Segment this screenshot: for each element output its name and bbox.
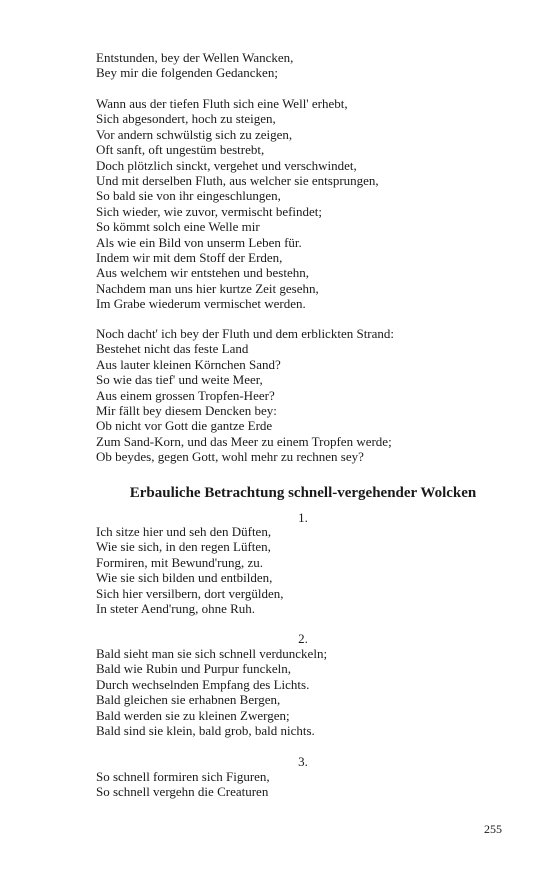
verse-line: Aus lauter kleinen Körnchen Sand? [96, 356, 281, 372]
verse-line: Vor andern schwülstig sich zu zeigen, [96, 126, 293, 142]
verse-line: Zum Sand-Korn, und das Meer zu einem Tropfen werde; [96, 433, 392, 449]
verse-line: Im Grabe wiederum vermischet werden. [96, 296, 306, 312]
verse-line: Als wie ein Bild von unserm Leben für. [96, 234, 302, 250]
verse-line: Noch dacht' ich bey der Fluth und dem erblickten Strand: [96, 326, 395, 341]
verse-line: Aus welchem wir entstehen und bestehn, [96, 265, 310, 281]
verse-line: Wie sie sich bilden und entbilden, [96, 570, 273, 586]
stanza-number: 2. [298, 631, 308, 646]
verse-line: Oft sanft, oft ungestüm bestrebt, [96, 142, 265, 158]
verse-line: Wie sie sich, in den regen Lüften, [96, 539, 271, 555]
verse-line: So bald sie von ihr eingeschlungen, [96, 188, 281, 204]
verse-line: Sich abgesondert, hoch zu steigen, [96, 111, 276, 127]
verse-line: Bald sieht man sie sich schnell verdunckeln; [96, 646, 328, 661]
verse-line: In steter Aend'rung, ohne Ruh. [96, 601, 256, 617]
verse-line: Sich hier versilbern, dort vergülden, [96, 585, 284, 601]
stanza-1 [96, 524, 284, 616]
verse-line: Formiren, mit Bewund'rung, zu. [96, 554, 263, 570]
verse-line: Durch wechselnden Empfang des Lichts. [96, 676, 310, 692]
verse-line: Bald gleichen sie erhabnen Bergen, [96, 692, 281, 708]
verse-line: Entstunden, bey der Wellen Wancken, [96, 50, 294, 65]
verse-line: Bestehet nicht das feste Land [96, 341, 249, 357]
verse-line: Ob nicht vor Gott die gantze Erde [96, 418, 273, 434]
verse-line: Aus einem grossen Tropfen-Heer? [96, 387, 275, 403]
stanza-number: 3. [298, 754, 308, 769]
verse-line: So wie das tief' und weite Meer, [96, 372, 263, 388]
verse-line: Mir fällt bey diesem Dencken bey: [96, 403, 277, 419]
verse-line: Und mit derselben Fluth, aus welcher sie entsprungen, [96, 173, 379, 189]
verse-line: Bald sind sie klein, bald grob, bald nichts. [96, 723, 315, 739]
verse-line: Sich wieder, wie zuvor, vermischt befindet; [96, 203, 323, 219]
verse-line: Indem wir mit dem Stoff der Erden, [96, 250, 283, 266]
verse-line: So kömmt solch eine Welle mir [96, 219, 260, 235]
poem-sand-stanza [96, 326, 394, 465]
stanza-number: 1. [298, 510, 308, 525]
stanza-3 [96, 769, 270, 800]
page-number: 255 [484, 822, 502, 836]
verse-line: Ob beydes, gegen Gott, wohl mehr zu rechnen sey? [96, 449, 364, 465]
verse-line: Bald werden sie zu kleinen Zwergen; [96, 707, 290, 723]
verse-line: So schnell vergehn die Creaturen [96, 784, 269, 800]
verse-line: Bey mir die folgenden Gedancken; [96, 65, 278, 81]
intro-verse [96, 50, 293, 81]
verse-line: So schnell formiren sich Figuren, [96, 769, 270, 784]
poem-wave-stanza [96, 96, 379, 312]
verse-line: Wann aus der tiefen Fluth sich eine Well' erhebt, [96, 96, 348, 111]
verse-line: Bald wie Rubin und Purpur funckeln, [96, 661, 291, 677]
verse-line: Doch plötzlich sinckt, vergehet und verschwindet, [96, 157, 357, 173]
verse-line: Nachdem man uns hier kurtze Zeit gesehn, [96, 280, 319, 296]
section-title: Erbauliche Betrachtung schnell-vergehender Wolcken [129, 485, 477, 501]
stanza-2 [96, 646, 327, 738]
verse-line: Ich sitze hier und seh den Düften, [96, 524, 272, 539]
